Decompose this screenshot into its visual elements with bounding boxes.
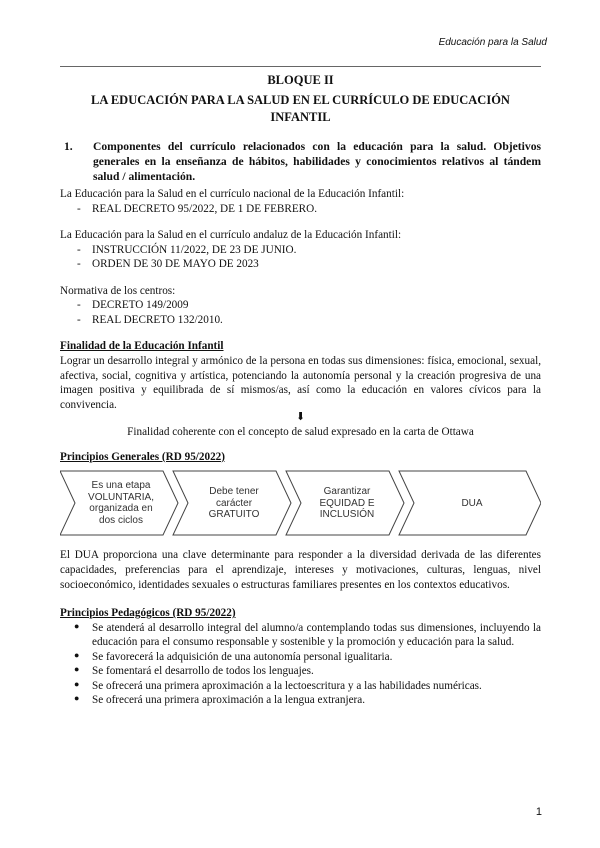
chevron-label-1 bbox=[78, 480, 164, 526]
list-item bbox=[60, 243, 541, 258]
list-item bbox=[60, 202, 541, 217]
list-item bbox=[60, 693, 541, 708]
dash-marker: - bbox=[77, 202, 81, 215]
bullet-icon: ● bbox=[74, 620, 80, 631]
finalidad-note: Finalidad coherente con el concepto de salud expresado en la carta de Ottawa bbox=[127, 426, 474, 439]
chevron-line: VOLUNTARIA, bbox=[88, 491, 154, 503]
block-title: BLOQUE II bbox=[267, 73, 334, 87]
curriculo-nacional-intro: La Educación para la Salud en el currículo nacional de la Educación Infantil: bbox=[60, 187, 405, 200]
principios-generales-title: Principios Generales (RD 95/2022) bbox=[60, 450, 225, 463]
list-item-text: Se favorecerá la adquisición de una autonomía personal igualitaria. bbox=[92, 650, 393, 663]
chevron-line: Debe tener bbox=[209, 486, 259, 498]
chevron-line: organizada en bbox=[89, 503, 153, 515]
curriculo-nacional-list bbox=[60, 202, 541, 217]
principios-pedagogicos-list bbox=[60, 621, 541, 708]
list-item bbox=[60, 298, 541, 313]
principios-chevron-diagram bbox=[60, 468, 541, 538]
dash-marker: - bbox=[77, 258, 81, 271]
header-divider bbox=[60, 66, 541, 67]
list-item-text: Se ofrecerá una primera aproximación a la lengua extranjera. bbox=[92, 694, 366, 707]
chevron-line: DUA bbox=[461, 498, 483, 510]
dash-marker: - bbox=[77, 299, 81, 312]
curriculo-andaluz-intro: La Educación para la Salud en el currículo andaluz de la Educación Infantil: bbox=[60, 229, 402, 242]
finalidad-text: Lograr un desarrollo integral y armónico de la persona en todas sus dimensiones: física, emocional, sexual, afectiva, social, cognitiva y artística, potenciando la autonomía personal y la creación progresiva de una imagen positiva y equilibrada de sí mismos/as, así como la educación en valores cívicos para la convivencia. bbox=[60, 355, 541, 411]
list-item bbox=[60, 313, 541, 328]
chevron-line: EQUIDAD E bbox=[319, 497, 375, 509]
curriculo-andaluz-list bbox=[60, 243, 541, 272]
block-subtitle: LA EDUCACIÓN PARA LA SALUD EN EL CURRÍCULO DE EDUCACIÓN INFANTIL bbox=[91, 93, 510, 124]
list-item-text: REAL DECRETO 95/2022, DE 1 DE FEBRERO. bbox=[92, 202, 317, 215]
list-item bbox=[60, 621, 541, 650]
normativa-intro: Normativa de los centros: bbox=[60, 284, 176, 297]
dua-paragraph: El DUA proporciona una clave determinante para responder a la diversidad derivada de las diferentes capacidades, preferencias para el aprendizaje, intereses y motivaciones, culturas, lenguas, nivel socioeconómico, identidades sexuales o estructuras familiares presentes en los contextos educativos. bbox=[60, 549, 541, 591]
list-item-text: INSTRUCCIÓN 11/2022, DE 23 DE JUNIO. bbox=[92, 243, 297, 256]
page-content bbox=[60, 72, 541, 708]
section-heading bbox=[60, 139, 541, 184]
list-item-text: Se atenderá al desarrollo integral del alumno/a contemplando todas sus dimensiones, incluyendo la educación para el consumo responsable y sostenible y la promoción y educación para la salud. bbox=[92, 621, 541, 649]
chevron-label-4 bbox=[416, 498, 528, 510]
chevron-label-2 bbox=[190, 486, 278, 521]
chevron-line: Garantizar bbox=[323, 486, 371, 498]
list-item bbox=[60, 257, 541, 272]
normativa-list bbox=[60, 298, 541, 327]
chevron-line: carácter bbox=[215, 497, 253, 509]
running-header: Educación para la Salud bbox=[438, 37, 547, 48]
list-item-text: Se fomentará el desarrollo de todos los lenguajes. bbox=[92, 665, 314, 678]
finalidad-title: Finalidad de la Educación Infantil bbox=[60, 340, 224, 353]
bullet-icon: ● bbox=[74, 693, 80, 704]
list-item bbox=[60, 664, 541, 679]
list-item-text: Se ofrecerá una primera aproximación a la lectoescritura y a las habilidades numéricas. bbox=[92, 679, 482, 692]
list-item bbox=[60, 679, 541, 694]
page-number: 1 bbox=[535, 806, 542, 818]
dash-marker: - bbox=[77, 243, 81, 256]
section-heading-text: Componentes del currículo relacionados con la educación para la salud. Objetivos generales en la enseñanza de hábitos, habilidades y conocimientos relativos al tándem salud / alimentación. bbox=[93, 139, 541, 183]
down-arrow-icon: ⬇ bbox=[295, 411, 306, 424]
bullet-icon: ● bbox=[74, 664, 80, 675]
list-item-text: ORDEN DE 30 DE MAYO DE 2023 bbox=[92, 258, 259, 271]
principios-pedagogicos-title: Principios Pedagógicos (RD 95/2022) bbox=[60, 607, 236, 620]
section-number: 1. bbox=[64, 139, 73, 153]
bullet-icon: ● bbox=[74, 678, 80, 689]
chevron-line: Es una etapa bbox=[91, 480, 151, 492]
list-item bbox=[60, 650, 541, 665]
chevron-line: INCLUSIÓN bbox=[319, 509, 375, 521]
chevron-label-3 bbox=[303, 486, 391, 521]
list-item-text: REAL DECRETO 132/2010. bbox=[92, 313, 223, 326]
bullet-icon: ● bbox=[74, 649, 80, 660]
dash-marker: - bbox=[77, 313, 81, 326]
chevron-line: GRATUITO bbox=[208, 509, 260, 521]
list-item-text: DECRETO 149/2009 bbox=[92, 299, 189, 312]
chevron-line: dos ciclos bbox=[99, 514, 143, 526]
